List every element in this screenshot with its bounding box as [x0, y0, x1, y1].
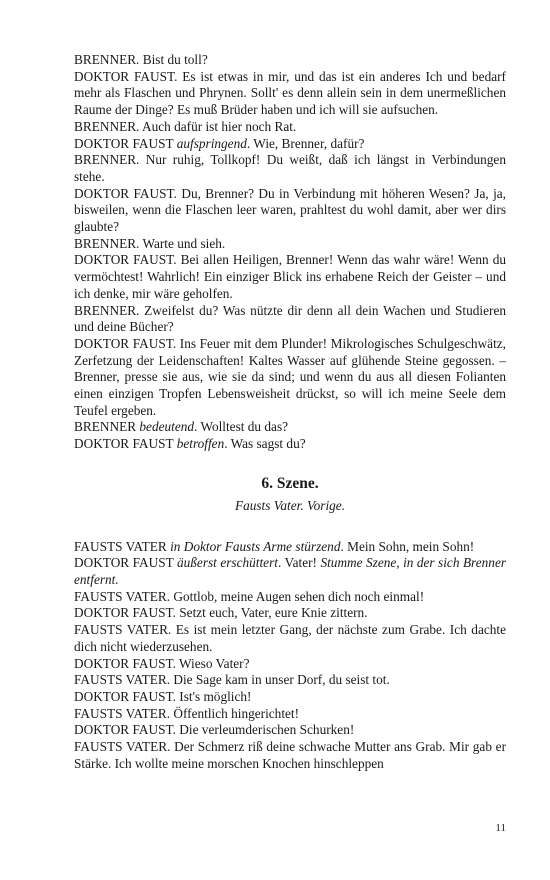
dialogue-line [74, 739, 506, 772]
scene-cast-list: Fausts Vater. Vorige. [234, 497, 346, 513]
dialogue-line [74, 589, 506, 606]
dialogue-line [74, 336, 506, 420]
dialogue-text: DOKTOR FAUST [74, 555, 177, 571]
dialogue-text: DOKTOR FAUST. Die verleumderischen Schurken! [74, 722, 355, 738]
dialogue-text: DOKTOR FAUST. Es ist etwas in mir, und das ist ein anderes Ich und bedarf mehr als Flaschen und Phrynen. Sollt' es denn allein sein in dem unermeßlichen Raume der Dinge? Es muß Brüder haben und ich will sie aufsuchen. [74, 68, 506, 118]
dialogue-text: BRENNER. Nur ruhig, Tollkopf! Du weißt, daß ich längst in Verbindungen stehe. [74, 152, 506, 184]
dialogue-line [74, 236, 506, 253]
dialogue-text: DOKTOR FAUST. Ist's möglich! [74, 688, 252, 704]
dialogue-line [74, 419, 506, 436]
dialogue-text: DOKTOR FAUST. Du, Brenner? Du in Verbindung mit höheren Wesen? Ja, ja, bisweilen, wenn die Flaschen leer waren, prahltest du wohl damit, aber wer dirs glaubte? [74, 185, 506, 235]
dialogue-text: FAUSTS VATER. Öffentlich hingerichtet! [74, 705, 300, 721]
dialogue-text: FAUSTS VATER. Gottlob, meine Augen sehen dich noch einmal! [74, 588, 425, 604]
dialogue-line [74, 69, 506, 119]
dialogue-line [74, 555, 506, 588]
dialogue-line [74, 656, 506, 673]
dialogue-line [74, 303, 506, 336]
dialogue-line [74, 539, 506, 556]
dialogue-text: BRENNER. Zweifelst du? Was nützte dir denn all dein Wachen und Studieren und deine Bücher? [74, 302, 506, 335]
dialogue-text: . Mein Sohn, mein Sohn! [340, 538, 475, 554]
dialogue-text: DOKTOR FAUST. Setzt euch, Vater, eure Knie zittern. [74, 605, 368, 621]
dialogue-text: FAUSTS VATER. Die Sage kam in unser Dorf, du seist tot. [74, 672, 390, 688]
dialogue-text: BRENNER. Bist du toll? [74, 52, 208, 67]
dialogue-line [74, 722, 506, 739]
dialogue-text: DOKTOR FAUST. Ins Feuer mit dem Plunder! Mikrologisches Schulgeschwätz, Zerfetzung der Leidenschaften! Kaltes Wasser auf glühende Steine gegossen. – Brenner, presse sie aus, wie sie da sind; und wenn du aus all diesen Folianten einen einzigen Tropfen Lebensweisheit drückst, so will ich meine Seele dem Teufel ergeben. [74, 335, 506, 418]
dialogue-text: BRENNER. Auch dafür ist hier noch Rat. [74, 118, 297, 134]
book-page [74, 52, 506, 772]
dialogue-line [74, 689, 506, 706]
page-number: 11 [495, 822, 506, 834]
dialogue-line [74, 136, 506, 153]
stage-direction: betroffen [176, 436, 225, 452]
dialogue-text: . Was sagst du? [224, 436, 306, 452]
dialogue-text: . Wolltest du das? [194, 419, 289, 435]
stage-direction: in Doktor Fausts Arme stürzend [170, 538, 341, 554]
dialogue-text: DOKTOR FAUST [74, 436, 177, 452]
dialogue-line [74, 119, 506, 136]
dialogue-line [74, 706, 506, 723]
dialogue-line [74, 436, 506, 453]
stage-direction: aufspringend [176, 135, 247, 151]
dialogue-text: BRENNER. Warte und sieh. [74, 235, 226, 251]
dialogue-text: . Vater! [277, 555, 321, 571]
dialogue-block-scene-6 [74, 539, 506, 773]
dialogue-block-before-scene [74, 52, 506, 453]
dialogue-line [74, 605, 506, 622]
dialogue-line [74, 622, 506, 655]
dialogue-text: DOKTOR FAUST. Wieso Vater? [74, 655, 250, 671]
scene-heading: 6. Szene. [261, 474, 319, 492]
dialogue-text: FAUSTS VATER [74, 538, 171, 554]
dialogue-text: . Wie, Brenner, dafür? [246, 135, 365, 151]
dialogue-text: FAUSTS VATER. Der Schmerz riß deine schwache Mutter ans Grab. Mir gab er Stärke. Ich wollte meine morschen Knochen hinschleppen [74, 739, 506, 771]
dialogue-text: BRENNER [74, 419, 140, 435]
dialogue-line [74, 252, 506, 302]
dialogue-line [74, 672, 506, 689]
dialogue-line [74, 152, 506, 185]
dialogue-line [74, 52, 506, 69]
dialogue-text: FAUSTS VATER. Es ist mein letzter Gang, der nächste zum Grabe. Ich dachte dich nicht wiederzusehen. [74, 622, 506, 654]
dialogue-text: DOKTOR FAUST. Bei allen Heiligen, Brenner! Wenn das wahr wäre! Wenn du vermöchtest! Wahrlich! Ein einziger Blick ins erhabene Reich der Geister – und ich denke, mir wäre geholfen. [74, 252, 506, 301]
dialogue-line [74, 186, 506, 236]
dialogue-text: DOKTOR FAUST [74, 135, 177, 151]
stage-direction: Stumme Szene, in der sich Brenner entfernt. [74, 555, 507, 587]
stage-direction: bedeutend [139, 419, 195, 435]
stage-direction: äußerst erschüttert [176, 555, 278, 571]
